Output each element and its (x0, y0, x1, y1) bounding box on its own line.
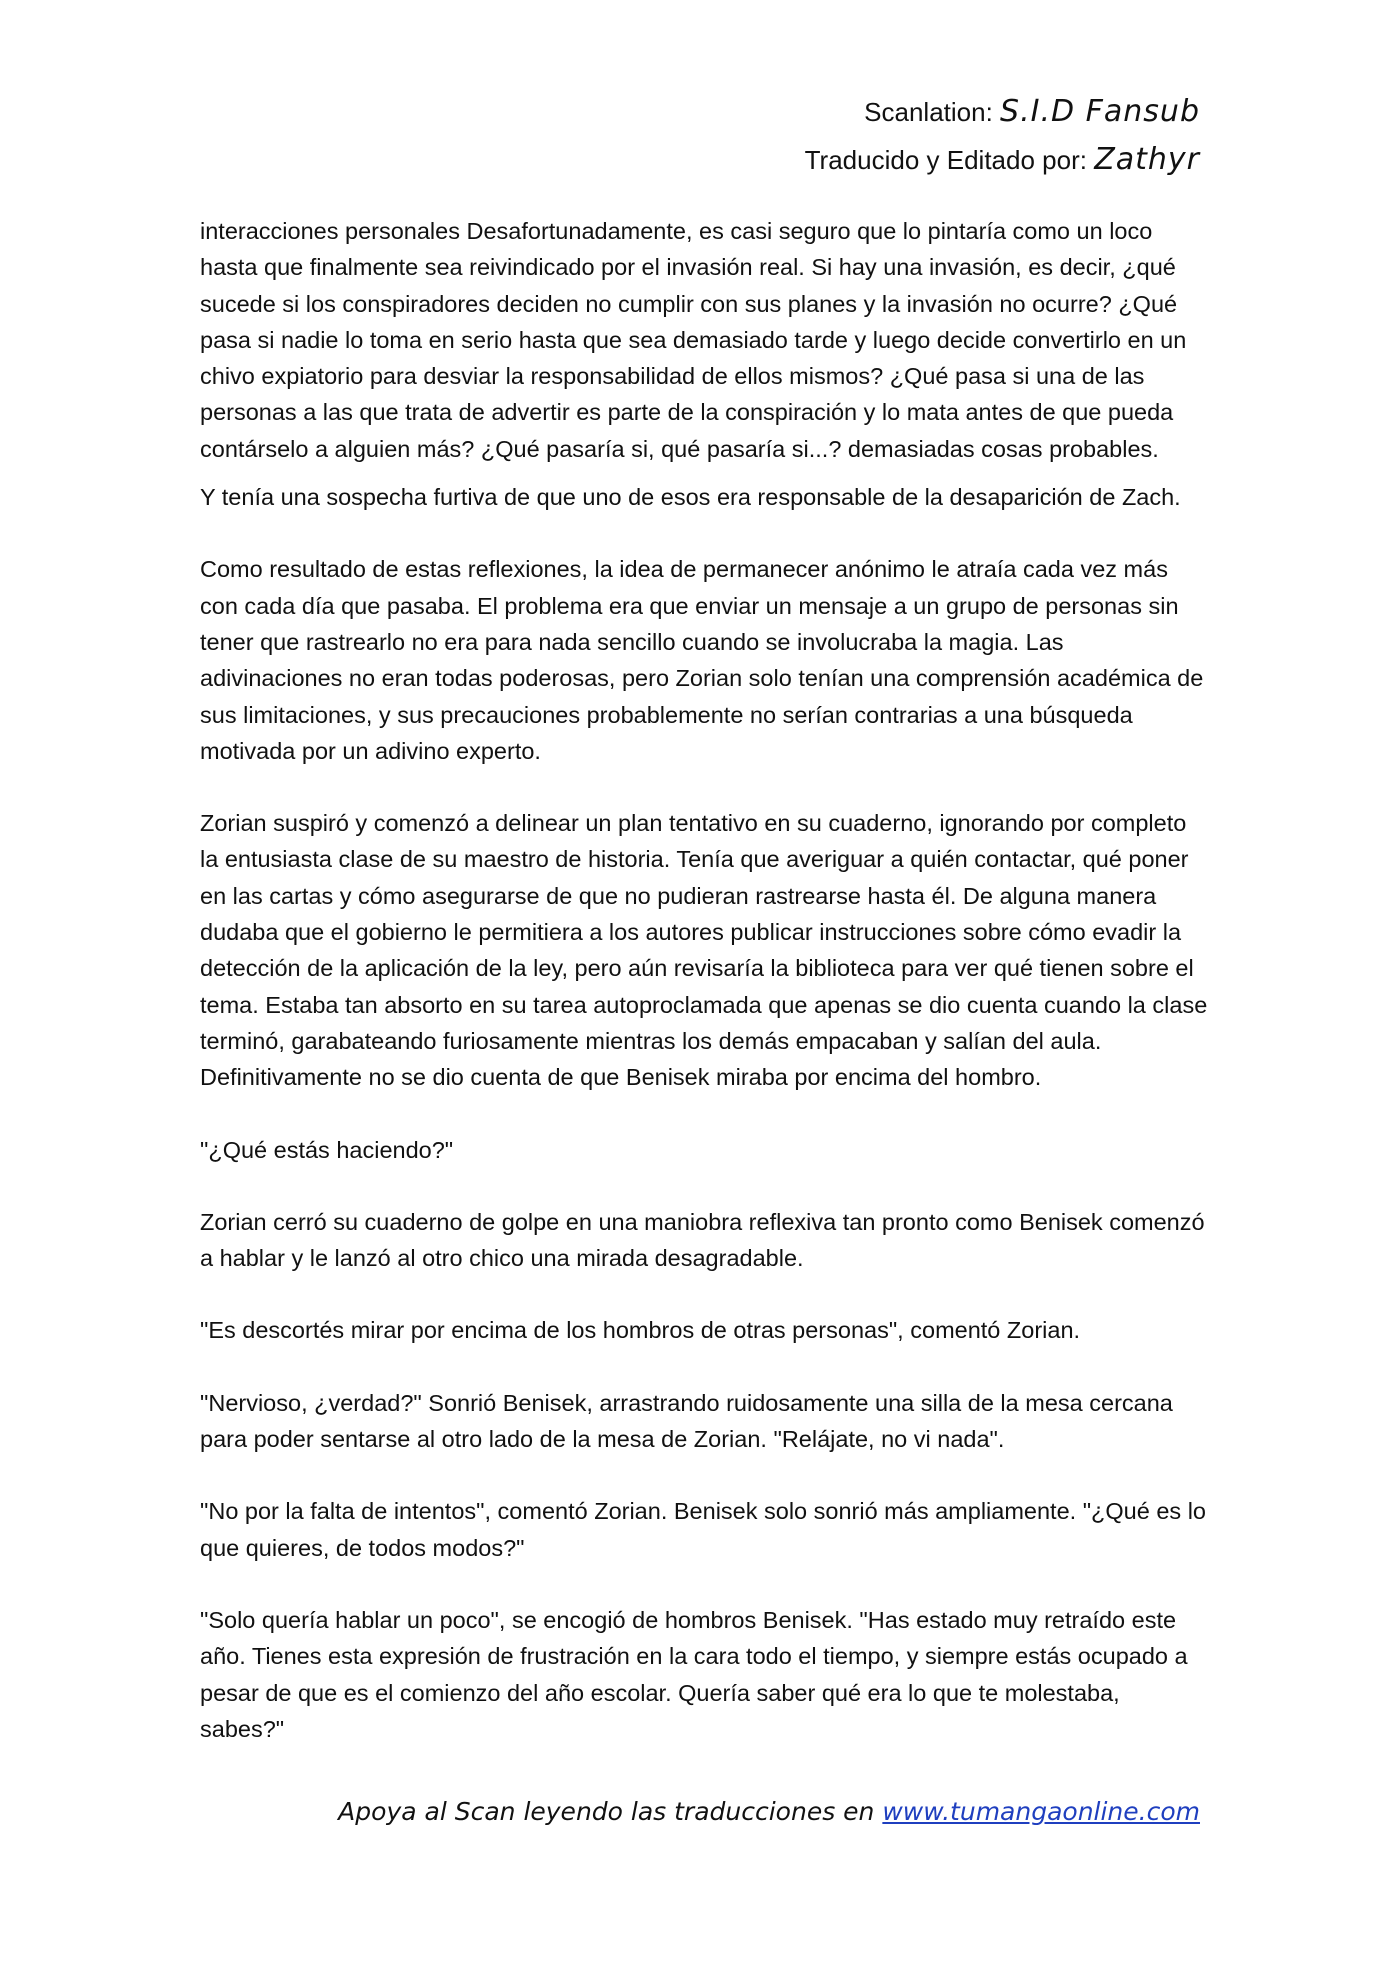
paragraph: "Es descortés mirar por encima de los hombros de otras personas", comentó Zorian. (200, 1317, 1081, 1344)
page-header (805, 88, 1200, 184)
page-footer (338, 1797, 1200, 1826)
paragraph: "¿Qué estás haciendo?" (200, 1136, 454, 1163)
paragraph: Y tenía una sospecha furtiva de que uno de esos era responsable de la desaparición de Zach. (200, 484, 1181, 511)
scanlation-group-name: S.I.D Fansub (1000, 94, 1200, 129)
paragraph: interacciones personales Desafortunadamente, es casi seguro que lo pintaría como un loco hasta que finalmente sea reivindicado por el invasión real. Si hay una invasión, es decir, ¿qué sucede si los conspiradores deciden no cumplir con sus planes y la invasión no ocurre? ¿Qué pasa si nadie lo toma en serio hasta que sea demasiado tarde y luego decide convertirlo en un chivo expiatorio para desviar la responsabilidad de ellos mismos? ¿Qué pasa si una de las personas a las que trata de advertir es parte de la conspiración y lo mata antes de que pueda contárselo a alguien más? ¿Qué pasaría si, qué pasaría si...? demasiadas cosas probables. (200, 218, 1187, 462)
paragraph: "Solo quería hablar un poco", se encogió de hombros Benisek. "Has estado muy retraído este año. Tienes esta expresión de frustración en la cara todo el tiempo, y siempre estás ocupado a pesar de que es el comienzo del año escolar. Quería saber qué era lo que te molestaba, sabes?" (200, 1606, 1188, 1742)
footer-website-link[interactable]: www.tumangaonline.com (882, 1797, 1200, 1826)
paragraph: Como resultado de estas reflexiones, la idea de permanecer anónimo le atraía cada vez más con cada día que pasaba. El problema era que enviar un mensaje a un grupo de personas sin tener que rastrearlo no era para nada sencillo cuando se involucraba la magia. Las adivinaciones no eran todas poderosas, pero Zorian solo tenían una comprensión académica de sus limitaciones, y sus precauciones probablemente no serían contrarias a una búsqueda motivada por un adivino experto. (200, 556, 1204, 764)
paragraph: "No por la falta de intentos", comentó Zorian. Benisek solo sonrió más ampliamente. "¿Qué es lo que quieres, de todos modos?" (200, 1498, 1206, 1561)
paragraph: Zorian suspiró y comenzó a delinear un plan tentativo en su cuaderno, ignorando por completo la entusiasta clase de su maestro de historia. Tenía que averiguar a quién contactar, qué poner en las cartas y cómo asegurarse de que no pudieran rastrearse hasta él. De alguna manera dudaba que el gobierno le permitiera a los autores publicar instrucciones sobre cómo evadir la detección de la aplicación de la ley, pero aún revisaría la biblioteca para ver qué tienen sobre el tema. Estaba tan absorto en su tarea autoproclamada que apenas se dio cuenta cuando la clase terminó, garabateando furiosamente mientras los demás empacaban y salían del aula. Definitivamente no se dio cuenta de que Benisek miraba por encima del hombro. (200, 810, 1208, 1091)
paragraph: "Nervioso, ¿verdad?" Sonrió Benisek, arrastrando ruidosamente una silla de la mesa cercana para poder sentarse al otro lado de la mesa de Zorian. "Relájate, no vi nada". (200, 1389, 1173, 1453)
scanlation-label: Scanlation: (864, 97, 993, 127)
paragraph: Zorian cerró su cuaderno de golpe en una maniobra reflexiva tan pronto como Benisek comenzó a hablar y le lanzó al otro chico una mirada desagradable. (200, 1208, 1205, 1272)
story-body (200, 213, 1210, 1747)
translator-name: Zathyr (1094, 142, 1200, 177)
footer-text: Apoya al Scan leyendo las traducciones en (338, 1797, 883, 1826)
translator-credit (805, 136, 1200, 184)
scanlation-credit (805, 88, 1200, 136)
translator-label: Traducido y Editado por: (804, 145, 1087, 175)
